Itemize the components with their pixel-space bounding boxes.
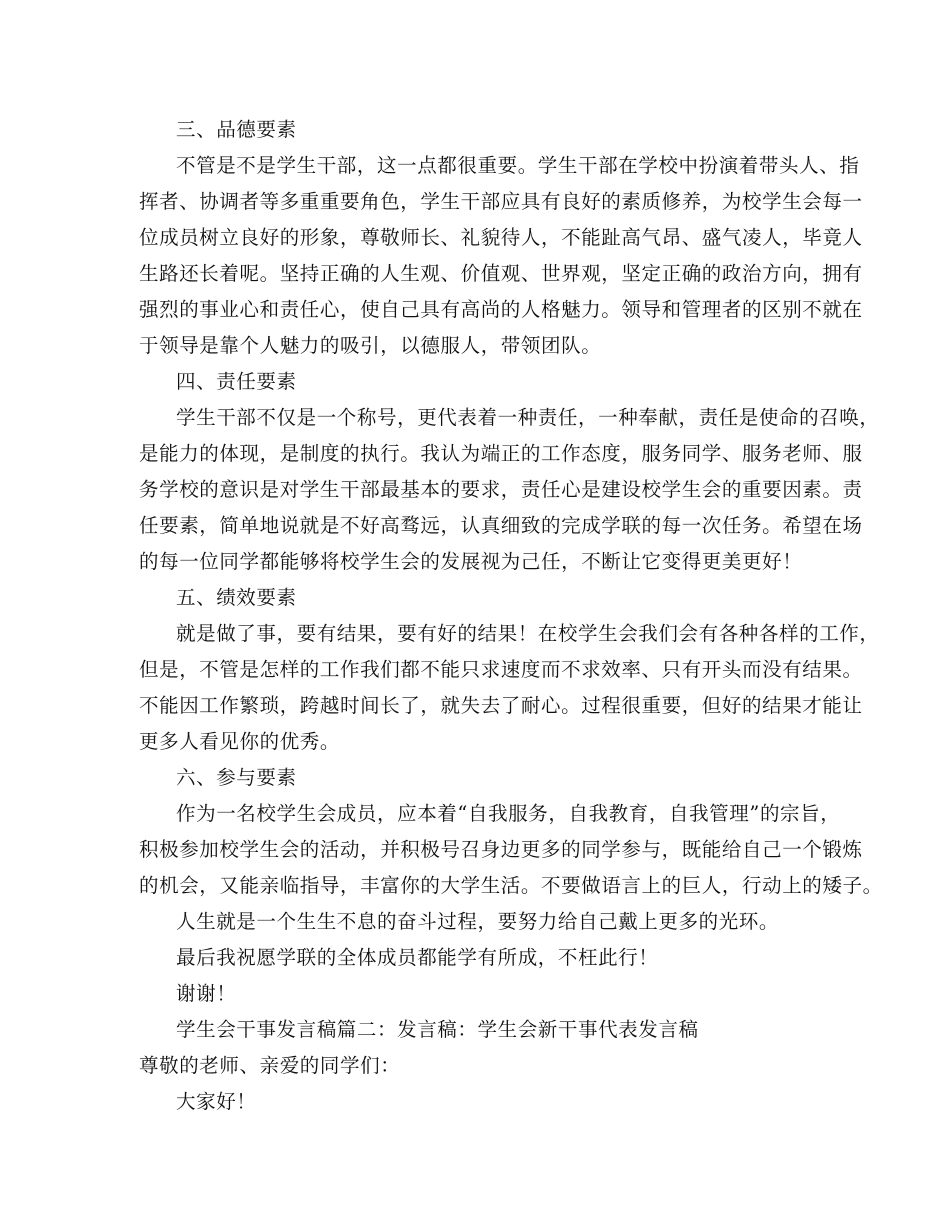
paragraph-line: 学生干部不仅是一个称号，更代表着一种责任，一种奉献，责任是使命的召唤， <box>176 406 880 429</box>
part-two-title: 学生会干事发言稿篇二：发言稿：学生会新干事代表发言稿 <box>176 1018 699 1041</box>
section-heading-participation: 六、参与要素 <box>176 766 297 789</box>
paragraph-line: 作为一名校学生会成员，应本着“自我服务，自我教育，自我管理”的宗旨， <box>176 802 841 825</box>
paragraph-line: 于领导是靠个人魅力的吸引，以德服人，带领团队。 <box>139 334 602 357</box>
paragraph-line: 挥者、协调者等多重重要角色，学生干部应具有良好的素质修养，为校学生会每一 <box>139 190 863 213</box>
thanks-line: 谢谢！ <box>176 982 237 1005</box>
paragraph-line: 最后我祝愿学联的全体成员都能学有所成，不枉此行！ <box>176 946 659 969</box>
section-heading-performance: 五、绩效要素 <box>176 586 297 609</box>
paragraph-line: 强烈的事业心和责任心，使自己具有高尚的人格魅力。领导和管理者的区别不就在 <box>139 298 863 321</box>
section-heading-character: 三、品德要素 <box>176 118 297 141</box>
paragraph-line: 积极参加校学生会的活动，并积极号召身边更多的同学参与，既能给自己一个锻炼 <box>139 838 863 861</box>
paragraph-line: 更多人看见你的优秀。 <box>139 730 341 753</box>
paragraph-line: 务学校的意识是对学生干部最基本的要求，责任心是建设校学生会的重要因素。责 <box>139 478 863 501</box>
section-heading-responsibility: 四、责任要素 <box>176 370 297 393</box>
paragraph-line: 任要素，简单地说就是不好高骛远，认真细致的完成学联的每一次任务。希望在场 <box>139 514 863 537</box>
paragraph-line: 但是，不管是怎样的工作我们都不能只求速度而不求效率、只有开头而没有结果。 <box>139 658 863 681</box>
salutation: 尊敬的老师、亲爱的同学们： <box>139 1054 401 1077</box>
paragraph-line: 生路还长着呢。坚持正确的人生观、价值观、世界观，坚定正确的政治方向，拥有 <box>139 262 863 285</box>
greeting: 大家好！ <box>176 1090 257 1113</box>
paragraph-line: 不管是不是学生干部，这一点都很重要。学生干部在学校中扮演着带头人、指 <box>176 154 860 177</box>
paragraph-line: 的机会，又能亲临指导，丰富你的大学生活。不要做语言上的巨人，行动上的矮子。 <box>139 874 883 897</box>
paragraph-line: 就是做了事，要有结果，要有好的结果！在校学生会我们会有各种各样的工作， <box>176 622 880 645</box>
paragraph-line: 人生就是一个生生不息的奋斗过程，要努力给自己戴上更多的光环。 <box>176 910 780 933</box>
paragraph-line: 不能因工作繁琐，跨越时间长了，就失去了耐心。过程很重要，但好的结果才能让 <box>139 694 863 717</box>
paragraph-line: 的每一位同学都能够将校学生会的发展视为己任，不断让它变得更美更好！ <box>139 550 803 573</box>
paragraph-line: 位成员树立良好的形象，尊敬师长、礼貌待人，不能趾高气昂、盛气凌人，毕竟人 <box>139 226 863 249</box>
paragraph-line: 是能力的体现，是制度的执行。我认为端正的工作态度，服务同学、服务老师、服 <box>139 442 863 465</box>
